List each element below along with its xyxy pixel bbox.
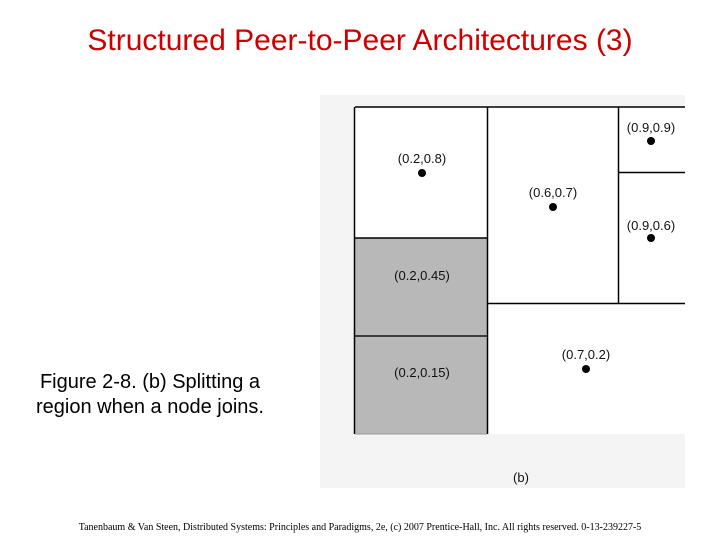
node-label: (0.7,0.2) <box>561 347 611 362</box>
node-label: (0.6,0.7) <box>528 185 578 200</box>
node-dot <box>418 169 426 177</box>
footer-copyright: Tanenbaum & Van Steen, Distributed Systems: Principles and Paradigms, 2e, (c) 2007 Prentice-Hall, Inc. All rights reserved. 0-13-239227-5 <box>78 522 642 533</box>
node-label: (0.2,0.15) <box>394 365 450 380</box>
figure-sublabel: (b) <box>513 470 529 485</box>
node-label: (0.9,0.6) <box>626 218 676 233</box>
region-shaded-upper <box>355 238 487 335</box>
node-dot <box>647 137 655 145</box>
node-label: (0.9,0.9) <box>626 120 676 135</box>
region-shaded-lower <box>355 337 487 434</box>
node-dot <box>549 203 557 211</box>
node-label: (0.2,0.8) <box>397 151 447 166</box>
figure-caption: Figure 2-8. (b) Splitting a region when a node joins. <box>36 371 264 418</box>
slide-title: Structured Peer-to-Peer Architectures (3) <box>87 24 633 57</box>
node-dot <box>647 234 655 242</box>
node-dot <box>582 365 590 373</box>
node-label: (0.2,0.45) <box>394 268 450 283</box>
